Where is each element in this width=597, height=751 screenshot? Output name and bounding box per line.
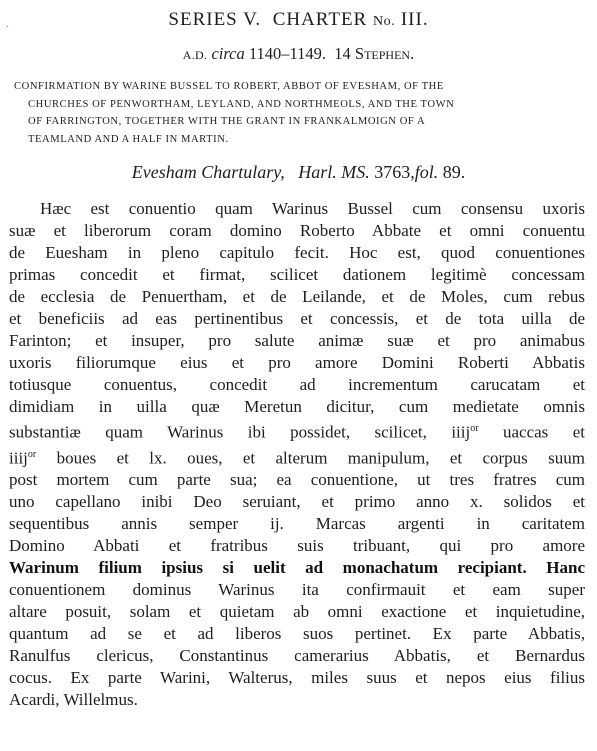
text-line: uxoris filiorumque eius et pro amore Domini Roberti Abbatis [9, 353, 585, 372]
text-line: quantum ad se et ad liberos suos pertinet. Ex parte Abbatis, [9, 624, 585, 644]
charter-heading [0, 9, 597, 31]
text-line: Warinum filium ipsius si uelit ad monachatum recipiant. Hanc [9, 558, 585, 578]
series-label: SERIES V. [168, 9, 262, 30]
text-line: et beneficiis ad eas pertinentibus et concessis, et de tota uilla de [9, 309, 585, 328]
text-line: Domino Abbati et fratribus suis tribuant, qui pro amore [9, 536, 585, 556]
charter-summary [14, 78, 584, 148]
text-line: altare posuit, solam et quietam ab omni exactione et inquietudine, [9, 602, 585, 622]
charter-text [9, 198, 585, 711]
circa: circa [211, 44, 245, 63]
text-line: cocus. Ex parte Warini, Walterus, miles suus et nepos eius filius [9, 668, 585, 688]
date-range: 1140–1149. [248, 44, 327, 63]
text-line: iiij$^{or}$ boues et lx. oues, et alterum manipulum, et corpus suum [9, 448, 585, 468]
text-line: substantiæ quam Warinus ibi possidet, scilicet, iiij$^{or}$ uaccas et [9, 422, 585, 442]
text-line: suæ et liberorum coram domino Roberto Abbate et omni conuentu [9, 221, 585, 240]
text-line: Hæc est conuentio quam Warinus Bussel cum consensu uxoris [40, 199, 585, 218]
text-line: Farinton; et insuper, pro salute animæ suæ et pro animabus [9, 331, 585, 350]
text-line: conuentionem dominus Warinus ita confirmauit et eam super [9, 580, 585, 600]
dateline [0, 44, 597, 64]
anno-domini: A.D. [182, 48, 208, 62]
text-line: de ecclesia de Penuertham, et de Leilande, et de Moles, cum rebus [9, 287, 585, 306]
summary-line: CONFIRMATION BY WARINE BUSSEL TO ROBERT, ABBOT OF EVESHAM, OF THE [14, 81, 444, 92]
chartulary-name: Evesham Chartulary, [131, 162, 285, 182]
folio-label: fol. [414, 162, 439, 182]
source-citation [0, 162, 597, 183]
text-line: Ranulfus clericus, Constantinus camerarius Abbatis, et Bernardus [9, 646, 585, 666]
superscript-or: or [470, 423, 479, 434]
charter-label: CHARTER [272, 9, 368, 30]
text-line: post mortem cum parte sua; ea conuentione, ut tres fratres cum [9, 470, 585, 490]
charter-number: III. [400, 9, 429, 30]
text-line: uno capellano inibi Deo seruiant, et primo anno x. solidos et [9, 492, 585, 512]
summary-line: OF FARRINGTON, TOGETHER WITH THE GRANT IN FRANKALMOIGN OF A [28, 116, 426, 127]
folio-number: 89. [442, 162, 466, 182]
text-line: de Euesham in pleno capitulo fecit. Hoc est, quod conuentiones [9, 243, 585, 262]
text-line: dimidiam in uilla quæ Meretun dicitur, cum medietate omnis [9, 397, 585, 416]
text-line: primas concedit et firmat, scilicet dationem legitimè concessam [9, 265, 585, 284]
regnal-year: 14 [334, 44, 351, 63]
number-abbrev: No. [372, 14, 396, 29]
text-line: sequentibus annis semper ij. Marcas argenti in caritatem [9, 514, 585, 534]
superscript-or: or [27, 448, 37, 460]
manuscript-number: 3763, [374, 162, 415, 182]
text-line: Acardi, Willelmus. [9, 690, 138, 710]
manuscript-ref: Harl. MS. [298, 162, 370, 182]
margin-mark: · [6, 22, 10, 33]
summary-line: TEAMLAND AND A HALF IN MARTIN. [28, 133, 229, 145]
text-line: totiusque conuentus, concedit ad incrementum carucatam et [9, 375, 585, 394]
king-name: Stephen. [354, 44, 415, 63]
summary-line: CHURCHES OF PENWORTHAM, LEYLAND, AND NORTHMEOLS, AND THE TOWN [28, 98, 455, 110]
